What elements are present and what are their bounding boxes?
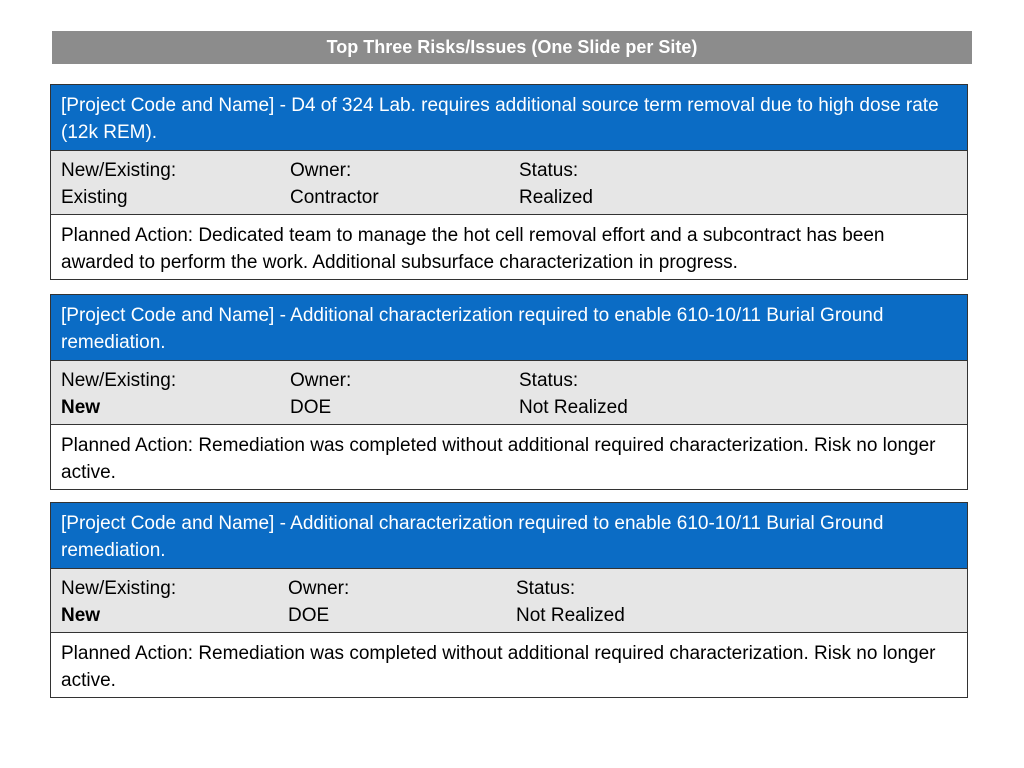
planned-action: Planned Action: Dedicated team to manage the hot cell removal effort and a subcontract has been awarded to perform the work. Additional subsurface characterization in progress. bbox=[51, 215, 967, 279]
status-label: Status: bbox=[519, 370, 579, 391]
status-value: Not Realized bbox=[519, 397, 628, 418]
owner-value: DOE bbox=[290, 397, 332, 418]
new-existing-field bbox=[61, 367, 176, 421]
status-value: Not Realized bbox=[516, 605, 625, 626]
new-existing-label: New/Existing: bbox=[61, 160, 177, 181]
risk-title: [Project Code and Name] - Additional characterization required to enable 610-10/11 Burial Ground remediation. bbox=[51, 503, 967, 569]
new-existing-label: New/Existing: bbox=[61, 578, 177, 599]
new-existing-value: New bbox=[61, 605, 101, 626]
owner-field bbox=[288, 575, 349, 629]
planned-action: Planned Action: Remediation was completed without additional required characterization. Risk no longer active. bbox=[51, 633, 967, 697]
new-existing-field bbox=[61, 575, 176, 629]
risk-meta-row bbox=[51, 361, 967, 425]
planned-action: Planned Action: Remediation was completed without additional required characterization. Risk no longer active. bbox=[51, 425, 967, 489]
risk-card-2 bbox=[50, 294, 968, 490]
risk-meta-row bbox=[51, 569, 967, 633]
new-existing-value: New bbox=[61, 397, 101, 418]
status-field bbox=[519, 367, 628, 421]
risk-title: [Project Code and Name] - Additional characterization required to enable 610-10/11 Burial Ground remediation. bbox=[51, 295, 967, 361]
new-existing-value: Existing bbox=[61, 187, 128, 208]
status-value: Realized bbox=[519, 187, 593, 208]
status-label: Status: bbox=[519, 160, 579, 181]
status-field bbox=[516, 575, 625, 629]
owner-label: Owner: bbox=[290, 160, 352, 181]
owner-value: Contractor bbox=[290, 187, 379, 208]
new-existing-label: New/Existing: bbox=[61, 370, 177, 391]
owner-field bbox=[290, 157, 379, 211]
risk-meta-row bbox=[51, 151, 967, 215]
status-field bbox=[519, 157, 593, 211]
new-existing-field bbox=[61, 157, 176, 211]
status-label: Status: bbox=[516, 578, 576, 599]
owner-label: Owner: bbox=[288, 578, 350, 599]
owner-label: Owner: bbox=[290, 370, 352, 391]
owner-field bbox=[290, 367, 351, 421]
owner-value: DOE bbox=[288, 605, 330, 626]
risk-card-1 bbox=[50, 84, 968, 280]
slide-title: Top Three Risks/Issues (One Slide per Site) bbox=[52, 31, 972, 64]
risk-title: [Project Code and Name] - D4 of 324 Lab. requires additional source term removal due to high dose rate (12k REM). bbox=[51, 85, 967, 151]
risk-card-3 bbox=[50, 502, 968, 698]
